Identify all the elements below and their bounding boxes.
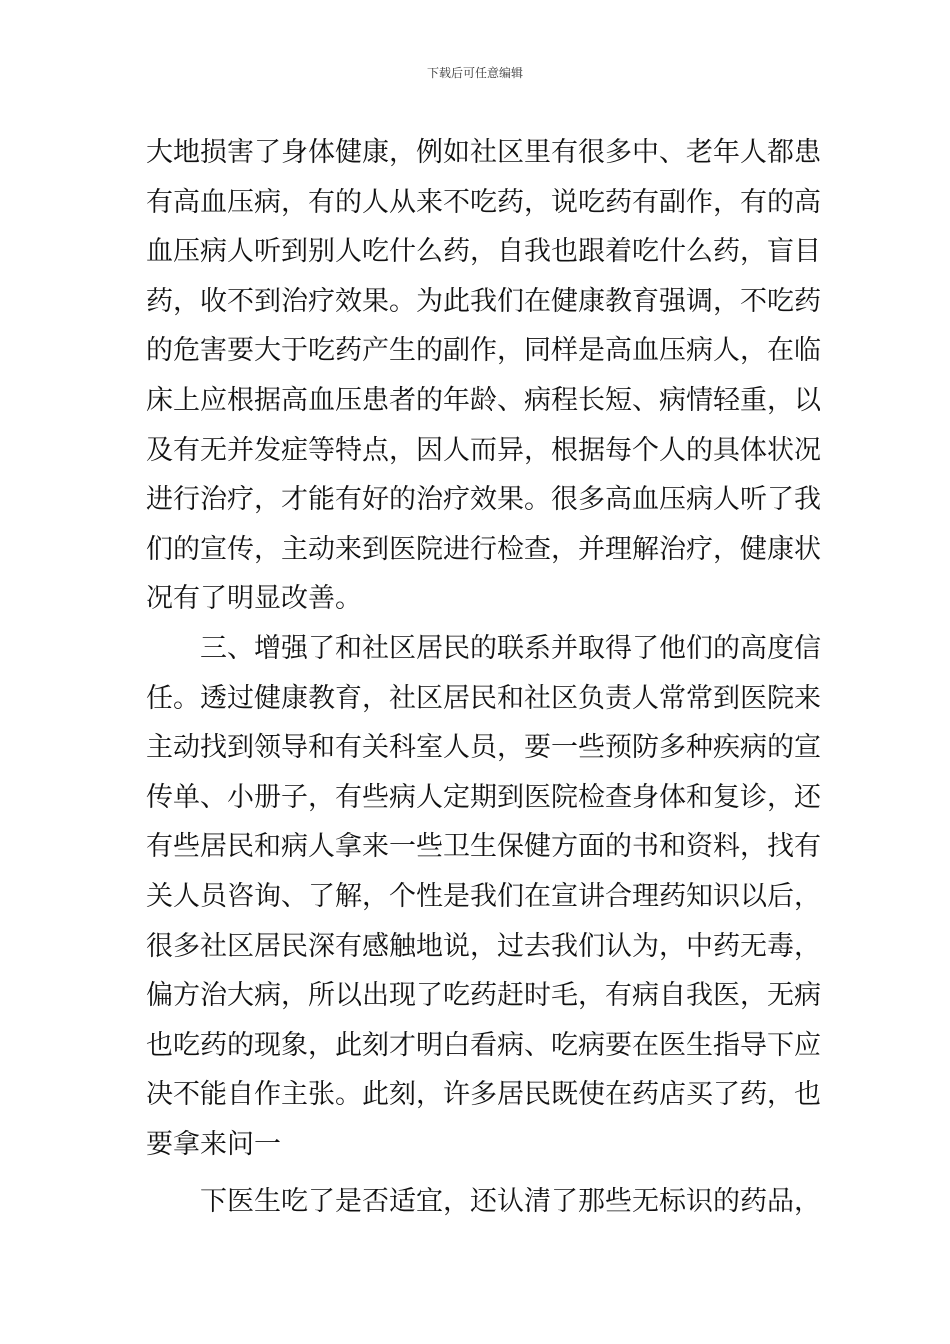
text-line: 任。透过健康教育，社区居民和社区负责人常常到医院来 bbox=[146, 682, 821, 714]
text-line: 偏方治大病，所以出现了吃药赶时毛，有病自我医，无病 bbox=[146, 980, 821, 1012]
text-line: 们的宣传，主动来到医院进行检查，并理解治疗，健康状 bbox=[146, 533, 821, 565]
text-line: 很多社区居民深有感触地说，过去我们认为，中药无毒， bbox=[146, 930, 821, 962]
text-line: 有高血压病，有的人从来不吃药，说吃药有副作，有的高 bbox=[146, 186, 821, 218]
text-line: 传单、小册子，有些病人定期到医院检查身体和复诊，还 bbox=[146, 781, 821, 813]
page-header: 下载后可任意编辑 bbox=[426, 66, 523, 80]
paragraph-start-line: 三、增强了和社区居民的联系并取得了他们的高度信 bbox=[200, 632, 821, 664]
text-line: 药，收不到治疗效果。为此我们在健康教育强调，不吃药 bbox=[146, 285, 821, 317]
text-line: 决不能自作主张。此刻，许多居民既使在药店买了药，也 bbox=[146, 1079, 821, 1111]
text-line: 要拿来问一 bbox=[146, 1128, 281, 1160]
text-line: 主动找到领导和有关科室人员，要一些预防多种疾病的宣 bbox=[146, 732, 821, 764]
document-body bbox=[146, 128, 821, 1227]
paragraph-start-line: 下医生吃了是否适宜，还认清了那些无标识的药品， bbox=[200, 1186, 821, 1218]
text-line: 血压病人听到别人吃什么药，自我也跟着吃什么药，盲目 bbox=[146, 236, 821, 268]
text-line: 进行治疗，才能有好的治疗效果。很多高血压病人听了我 bbox=[146, 484, 821, 516]
text-line: 有些居民和病人拿来一些卫生保健方面的书和资料，找有 bbox=[146, 831, 821, 863]
text-line: 况有了明显改善。 bbox=[146, 583, 362, 615]
text-line: 大地损害了身体健康，例如社区里有很多中、老年人都患 bbox=[146, 137, 821, 168]
text-line: 及有无并发症等特点，因人而异，根据每个人的具体状况 bbox=[146, 434, 821, 466]
text-line: 关人员咨询、了解，个性是我们在宣讲合理药知识以后， bbox=[146, 880, 821, 912]
text-line: 的危害要大于吃药产生的副作，同样是高血压病人，在临 bbox=[146, 335, 821, 367]
text-line: 也吃药的现象，此刻才明白看病、吃病要在医生指导下应 bbox=[146, 1029, 821, 1061]
text-line: 床上应根据高血压患者的年龄、病程长短、病情轻重，以 bbox=[146, 384, 821, 416]
